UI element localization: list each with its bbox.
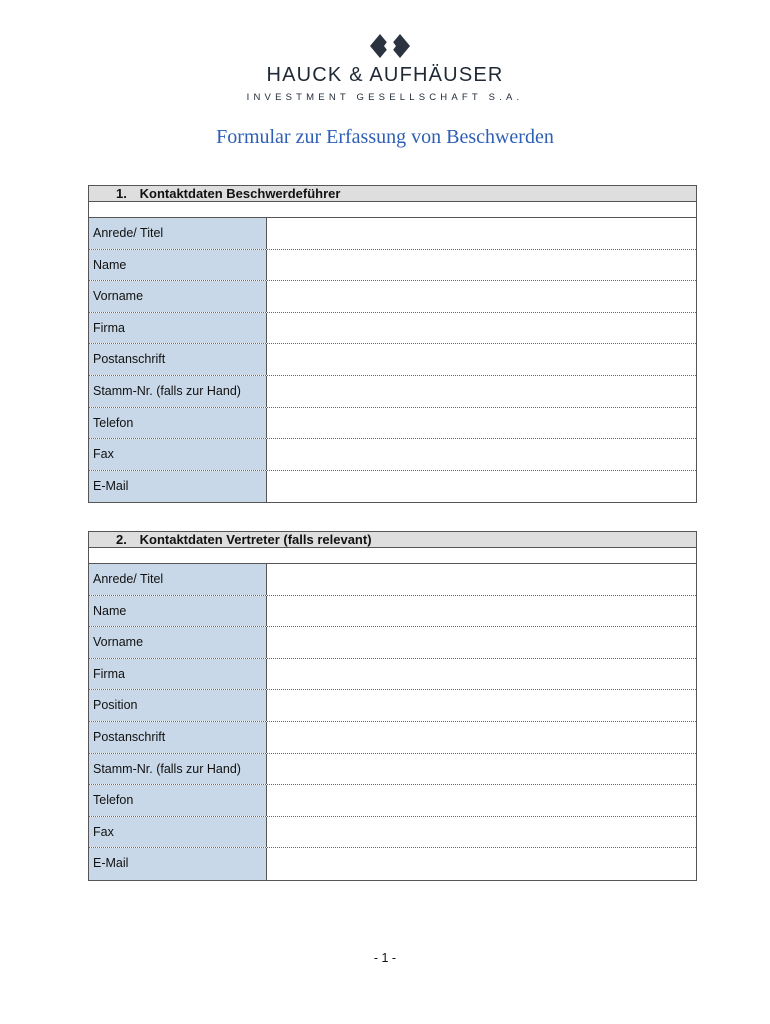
field-label: Firma: [89, 659, 267, 690]
section-number: 2.: [116, 532, 127, 547]
field-input[interactable]: [267, 817, 696, 848]
form-row: [89, 439, 696, 471]
field-input[interactable]: [267, 439, 696, 470]
section-number: 1.: [116, 186, 127, 201]
field-input[interactable]: [267, 754, 696, 785]
field-input[interactable]: [267, 471, 696, 503]
field-label: Vorname: [89, 281, 267, 312]
field-input[interactable]: [267, 659, 696, 690]
section-heading: [89, 186, 696, 202]
field-label: E-Mail: [89, 471, 267, 503]
form-row: [89, 313, 696, 345]
field-input[interactable]: [267, 281, 696, 312]
field-input[interactable]: [267, 722, 696, 753]
field-label: Postanschrift: [89, 344, 267, 375]
section-contact-representative: [88, 531, 697, 881]
field-label: Telefon: [89, 785, 267, 816]
form-row: [89, 754, 696, 786]
field-label: Stamm-Nr. (falls zur Hand): [89, 376, 267, 407]
field-label: Stamm-Nr. (falls zur Hand): [89, 754, 267, 785]
field-label: Telefon: [89, 408, 267, 439]
field-input[interactable]: [267, 564, 696, 595]
field-label: Position: [89, 690, 267, 721]
field-input[interactable]: [267, 250, 696, 281]
section-title: Kontaktdaten Beschwerdeführer: [139, 186, 341, 201]
company-name: HAUCK & AUFHÄUSER: [266, 64, 504, 86]
field-input[interactable]: [267, 313, 696, 344]
form-row: [89, 408, 696, 440]
form-row: [89, 690, 696, 722]
spacer-row: [89, 548, 696, 564]
form-row: [89, 564, 696, 596]
field-label: Fax: [89, 439, 267, 470]
field-label: Anrede/ Titel: [89, 564, 267, 595]
field-label: E-Mail: [89, 848, 267, 880]
field-label: Vorname: [89, 627, 267, 658]
form-row: [89, 344, 696, 376]
field-input[interactable]: [267, 218, 696, 249]
form-row: [89, 250, 696, 282]
field-label: Firma: [89, 313, 267, 344]
field-input[interactable]: [267, 627, 696, 658]
form-row: [89, 471, 696, 503]
field-input[interactable]: [267, 408, 696, 439]
field-input[interactable]: [267, 376, 696, 407]
field-input[interactable]: [267, 848, 696, 880]
field-label: Fax: [89, 817, 267, 848]
field-label: Anrede/ Titel: [89, 218, 267, 249]
form-row: [89, 659, 696, 691]
section-title: Kontaktdaten Vertreter (falls relevant): [139, 532, 372, 547]
page-number: - 1 -: [373, 951, 397, 965]
spacer-row: [89, 202, 696, 218]
form-row: [89, 281, 696, 313]
field-input[interactable]: [267, 596, 696, 627]
field-label: Name: [89, 250, 267, 281]
field-label: Postanschrift: [89, 722, 267, 753]
field-input[interactable]: [267, 344, 696, 375]
field-input[interactable]: [267, 690, 696, 721]
page-title: Formular zur Erfassung von Beschwerden: [216, 126, 554, 148]
form-row: [89, 722, 696, 754]
company-subtitle: INVESTMENT GESELLSCHAFT S.A.: [246, 92, 524, 103]
field-input[interactable]: [267, 785, 696, 816]
form-row: [89, 627, 696, 659]
form-row: [89, 218, 696, 250]
form-row: [89, 817, 696, 849]
form-row: [89, 785, 696, 817]
field-label: Name: [89, 596, 267, 627]
form-row: [89, 848, 696, 880]
section-contact-complainant: [88, 185, 697, 503]
form-row: [89, 596, 696, 628]
section-heading: [89, 532, 696, 548]
diamond-logo-icon: [370, 34, 410, 58]
form-row: [89, 376, 696, 408]
